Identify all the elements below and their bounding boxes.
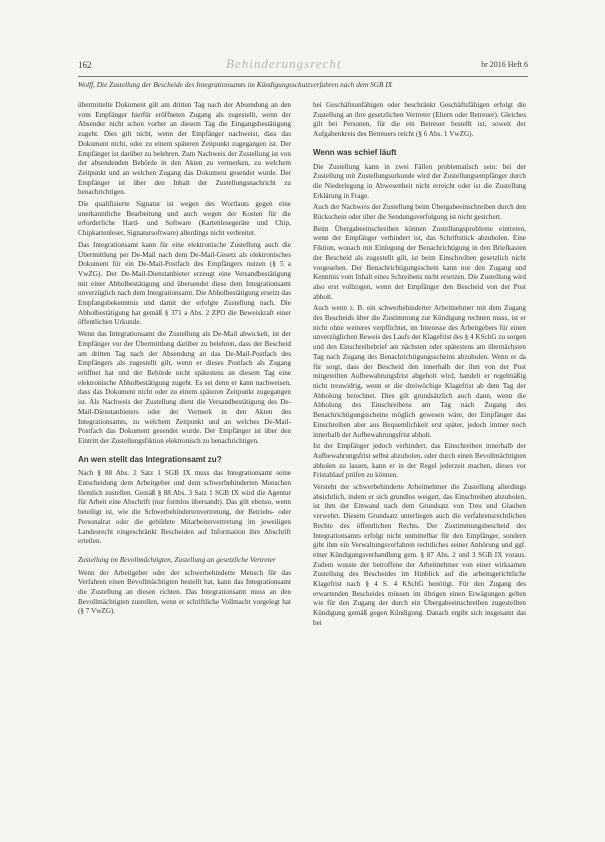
page-number: 162	[78, 60, 92, 70]
paragraph: Nach § 88 Abs. 2 Satz 1 SGB IX muss das Integrationsamt seine Entscheidung dem Arbeitgeber und dem schwerbehinderten Menschen förmlich zustellen. Gemäß § 88 Abs. 3 Satz 1 SGB IX wird die Agentur für Arbeit eine Abschrift (nur formlos übersandt). Das gilt ebenso, wenn beteiligt ist, wie die Schwerbehindertenvertretung, der Betriebs- oder Personalrat oder die gebildete Mitarbeitervertretung im jeweiligen Landesrecht eingeschränkt Bescheiden auf Information ihre Abschrift erteilen.	[78, 469, 291, 546]
section-heading: Wenn was schief läuft	[313, 147, 397, 157]
issue-label: br 2016 Heft 6	[481, 60, 528, 69]
paragraph: Wenn das Integrationsamt die Zustellung als De-Mail abwickelt, ist der Empfänger vor der Übermittlung darüber zu belehren, dass der Bescheid am dritten Tag nach der Absendung an das De-Mail-Postfach des Empfängers als zugestellt gilt, wenn er dieses Postfach als Zugang eröffnet hat und der Behörde nicht spätestens an diesem Tag eine elektronische Abholbestätigung zugeht. Es sei denn er kann nachweisen, dass das Dokument nicht oder zu einem späteren Zeitpunkt zugegangen ist. Als Nachweis der Zustellung dient die Versandbestätigung des De-Mail-Dienstanbieters oder der Vermerk in den Akten des Integrationsamts, zu welchem Zeitpunkt und an welches De-Mail-Postfach das Dokument gesendet wurde. Der Empfänger ist über den Eintritt der Zustellungsfiktion elektronisch zu benachrichtigen.	[78, 330, 291, 445]
subsection-heading: Zustellung im Bevollmächtigten, Zustellung an gesetzliche Vertreter	[78, 554, 276, 564]
paragraph: Auch der Nachweis der Zustellung beim Übergabeeinschreiben durch den Rückschein oder über die Sendungsverfolgung ist nicht gesichert.	[313, 203, 526, 222]
paragraph: Das Integrationsamt kann für eine elektronische Zustellung auch die Übermittlung per De-Mail nach dem De-Mail-Gesetz als elektronisches Dokument für ein De-Mail-Postfach des Empfängers nutzen (§ 5 a VwZG). Der De-Mail-Dienstanbieter erzeugt eine Versandbestätigung mit einer Abholbestätigung und übersendet diese dem Integrationsamt unverzüglich nach dem Integrationsamt. Die Abholbestätigung ersetzt das Empfangsbekenntnis und damit der erfolgte Zustellung nach. Die Abholbestätigung hat gemäß § 371 a Abs. 2 ZPO die Beweiskraft einer öffentlichen Urkunde.	[78, 240, 291, 327]
paragraph: Versteht der schwerbehinderte Arbeitnehmer die Zustellung allerdings absichtlich, indem er sich grundlos weigert, das Einschreiben abzuholen, ist ihm der Einwand nach dem Grundsatz von Treu und Glauben verwehrt. Diesem Grundsatz unterliegen auch die verfahrensrechtlichen Rechte des öffentlichen Rechts. Der Zustimmungsbescheid des Integrationsamts erfolgt nicht unmittelbar für den Empfänger, sondern gibt ihm ein Verwaltungsverfahren rechtliches seiner Anhörung und ggf. einer Kündigungsverhandlung gem. § 87 Abs. 2 und 3 SGB IX voraus. Zudem wusste der betroffene der Arbeitnehmer von einer wirksamen Zustellung des Bescheides im Hinblick auf die arbeitsgerichtliche Klagefrist nach § 4 S. 4 KSchG benötigt. Für den Zugang des erwartenden Bescheides müssen im übrigen einen Erwägungen gelten wie für den Zugang der durch ein Übergabeeinschreiben zugestellten Kündigung gemäß gegen Kündigung. Danach ergibt sich insgesamt das bei	[313, 483, 526, 627]
paragraph: Beim Übergabeeinschreiben können Zustellungsprobleme eintreten, wenn der Empfänger verhindert ist, das Schriftstück abzuholen. Eine Fiktion, wonach mit Einlegung der Benachrichtigung in den Briefkasten der Bescheid als zugestellt gilt, ist beim Einschreiben gesetzlich nicht vorgesehen. Der Benachrichtigungsschein kann nur den Zugang und Kenntnis vom Inhalt eines Schreibens nicht ersetzen. Die Zustellung wird also erst vollzogen, wenn der Empfänger den Bescheid von der Post abholt.	[313, 224, 526, 301]
paragraph: Die qualifizierte Signatur ist wegen des Wortlauts gegen eine unerkanntliche Bearbeitung und auch wegen der Kosten für die erforderliche Hard- und Software (Kartenlesegeräte und Chip, Chipkartenleser, Signatursoftware) allerdings nicht verbreitet.	[78, 200, 291, 238]
section-heading: An wen stellt das Integrationsamt zu?	[78, 454, 222, 464]
paragraph: bei Geschäftsunfähigen oder beschränkt Geschäftsfähigen erfolgt die Zustellung an ihre gesetzlichen Vertreter (Eltern oder Betreuer). Gleiches gilt bei Personen, für die ein Betreuer bestellt ist, soweit der Aufgabenkreis des Betreuers reicht (§ 6 Abs. 1 VwZG).	[313, 101, 526, 139]
right-column	[313, 101, 526, 631]
article-running-title: Wolff, Die Zustellung der Bescheide des Integrationsamts im Kündigungsschutzverfahren nach dem SGB IX	[78, 80, 393, 89]
left-column	[78, 101, 291, 619]
paragraph: übermittelte Dokument gilt am dritten Tag nach der Absendung an den vom Empfänger hierfür eröffneten Zugang als zugestellt, wenn der Absender nicht schon vorher an diesem Tag die Eingangsbestätigung zugeht. Dies gilt nicht, wenn der Empfänger nachweist, dass das Dokument nicht, oder zu einem späteren Zeitpunkt zugegangen ist. Der Empfänger ist darüber zu belehren. Zum Nachweis der Zustellung ist von der absendenden Behörde in den Akten zu vermerken, zu welchem Zeitpunkt und an welchen Zugang das Dokument gesendet wurde. Der Empfänger ist über den Inhalt der Zustellungsnachricht zu benachrichtigen.	[78, 101, 291, 197]
journal-title: Behinderungsrecht	[226, 56, 342, 71]
header-rule	[78, 76, 528, 77]
paragraph: Auch wenn z. B. ein schwerbehinderter Arbeitnehmer mit dem Zugang des Bescheids über die Zustimmung zur Kündigung rechnen muss, ist er nicht ohne weiteres verpflichtet, im Interesse des Arbeitgebers für einen unverzüglichen Beweis des Laufs der Klagefrist des § 4 KSchG zu sorgen und den Einschreibebrief am nächsten oder spätestens am übernächsten Tag nach Zugang des Benachrichtigungsscheins abzuholen. Wenn er da für sorgt, dass der Bescheid den innerhalb der ihm von der Post mitgeteilten Aufbewahrungsfrist abgeholt wird, handelt er regelmäßig nicht treuwidrig, wenn er die dreiwöchige Klagefrist ab dem Tag der Abholung berechnet. Dies gilt grundsätzlich auch dann, wenn die Abholung des Einschreibens am Tag nach Zugang des Benachrichtigungsscheins möglich gewesen wäre, der Empfänger das Einschreiben aber aus Bequemlichkeit erst später, jedoch immer noch innerhalb der Aufbewahrungsfrist abholt.	[313, 304, 526, 439]
paragraph: Die Zustellung kann in zwei Fällen problematisch sein: bei der Zustellung mit Zustellungsurkunde wird der Zustellungsempfänger durch die Niederlegung in Abwesenheit nicht erreicht oder ist die Zustellung Erklärung in Frage.	[313, 162, 526, 200]
paragraph: Wenn der Arbeitgeber oder der schwerbehinderte Mensch für das Verfahren einen Bevollmächtigten bestellt hat, kann das Integrationsamt die Zustellung an diesen richten. Das Integrationsamt muss an den Bevollmächtigten zustellen, wenn er schriftliche Vollmacht vorgelegt hat (§ 7 VwZG).	[78, 568, 291, 616]
page-header	[78, 58, 528, 74]
paragraph: Ist der Empfänger jedoch verhindert, das Einschreiben innerhalb der Aufbewahrungsfrist selbst abzuholen, oder durch einen Bevollmächtigten abholen zu lassen, kann er in der Regel jederzeit machen, dieses vor Fristablauf prüfen zu können.	[313, 442, 526, 480]
